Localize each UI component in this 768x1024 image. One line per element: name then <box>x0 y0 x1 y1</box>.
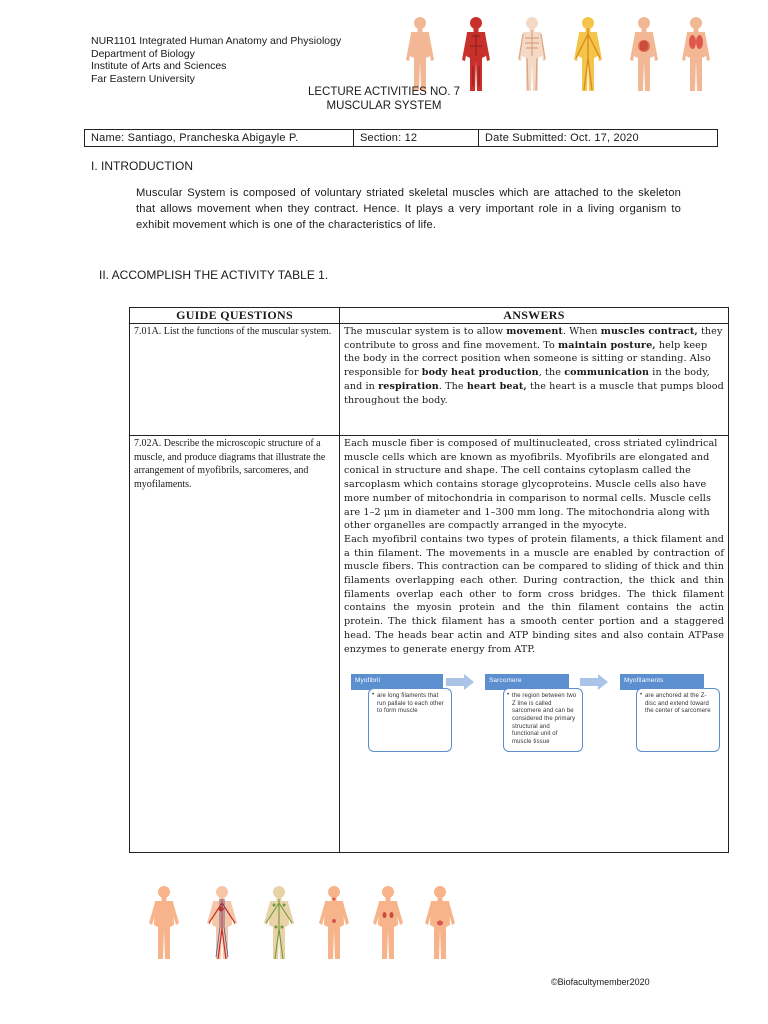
answer-7-02a-paragraph-2: Each myofibril contains two types of protein filaments, a thick filament and a thin filament. The movements in a muscle are enabled by contraction of muscle fibers. This contraction can be compared to sliding of thick and thin filaments overlapping each other. During contraction, the thick and thin filaments overlap each other to form cross bridges. The thick filament contains the myosin protein and the thin filament contains the actin protein. The thick filament has a smooth center portion and a staggered head. The heads bear actin and ATP binding sites and also contain ATPase enzymes to generate energy from ATP. <box>344 533 724 655</box>
department: Department of Biology <box>91 47 195 60</box>
answer-7-02a <box>340 436 729 853</box>
diagram-myofibril-title: Myofibril <box>351 674 443 690</box>
activity-number: LECTURE ACTIVITIES NO. 7 <box>307 86 461 98</box>
arrow-right-icon <box>580 674 610 690</box>
answers-header: ANSWERS <box>340 308 729 324</box>
diagram-myofilaments-text: are anchored at the Z-disc and extend toward the center of sarcomere <box>645 693 711 715</box>
muscular-figure <box>462 17 490 91</box>
question-7-01a: 7.01A. List the functions of the muscular system. <box>130 324 340 436</box>
urinary-figure <box>373 886 403 959</box>
diagram-sarcomere-text: the region between two Z line is called sarcomere and can be considered the primary structural and functional unit of muscle tissue <box>512 693 577 745</box>
digestive-figure <box>630 17 658 91</box>
activity-table <box>129 307 729 853</box>
student-section: Section: 12 <box>354 130 479 147</box>
bullet-icon: • <box>507 692 510 699</box>
question-7-02a: 7.02A. Describe the microscopic structure of a muscle, and produce diagrams that illustrate the arrangement of myofibrils, sarcomeres, and myofilaments. <box>130 436 340 853</box>
course-header <box>91 35 341 85</box>
introduction-heading: I. INTRODUCTION <box>91 159 193 173</box>
course-title: NUR1101 Integrated Human Anatomy and Physiology <box>91 35 342 47</box>
diagram-myofibril-box <box>368 688 452 752</box>
diagram-myofilaments-box <box>636 688 720 752</box>
skeletal-figure <box>518 17 546 91</box>
muscle-structure-diagram <box>348 674 728 762</box>
student-info-table <box>84 129 718 147</box>
body-systems-figures-top <box>398 14 718 94</box>
date-submitted: Date Submitted: Oct. 17, 2020 <box>479 130 718 147</box>
bullet-icon: • <box>640 692 643 699</box>
body-systems-figures-bottom <box>142 884 464 960</box>
introduction-paragraph: Muscular System is composed of voluntary striated skeletal muscles which are attached to the skeleton that allows movement when they contract. Hence. It plays a very important role in a living organism to exhibit movement which is one of the characteristics of life. <box>136 187 681 231</box>
diagram-myofilaments-title: Myofilaments <box>620 674 704 690</box>
diagram-myofibril-text: are long filaments that run pallale to each other to form muscle <box>377 693 444 715</box>
guide-questions-header: GUIDE QUESTIONS <box>130 308 340 324</box>
diagram-sarcomere-title: Sarcomere <box>485 674 569 690</box>
endocrine-figure <box>319 886 349 959</box>
subject: MUSCULAR SYSTEM <box>326 100 442 112</box>
nervous-figure <box>574 17 602 91</box>
diagram-sarcomere-box <box>503 688 583 752</box>
answer-7-01a: The muscular system is to allow movement. When muscles contract, they contribute to gross and fine movement. To maintain posture, help keep the body in the correct position when someone is sitting or standing. Also responsible for body heat production, the communication in the body, and in respiration. The heart beat, the heart is a muscle that pumps blood throughout the body. <box>340 324 729 436</box>
institute: Institute of Arts and Sciences <box>91 60 227 72</box>
bullet-icon: • <box>372 692 375 699</box>
lymphatic-figure <box>264 886 294 959</box>
activity-heading: II. ACCOMPLISH THE ACTIVITY TABLE 1. <box>99 268 329 282</box>
body-outline-figure <box>406 17 434 91</box>
student-name: Name: Santiago, Prancheska Abigayle P. <box>85 130 354 147</box>
respiratory-figure <box>682 17 710 91</box>
document-title <box>0 85 768 113</box>
answer-7-02a-paragraph-1: Each muscle fiber is composed of multinucleated, cross striated cylindrical muscle cells which are known as myofibrils. Myofibrils are elongated and conical in structure and shape. The cell contains cytoplasm called the sarcoplasm which contains storage glycoproteins. Muscle cells also have more number of mitochondria in comparison to normal cells. Muscle cells are 1–2 μm in diameter and 1–300 mm long. The mitochondria along with other organelles are compactly arranged in the myocyte. <box>344 438 718 532</box>
reproductive-figure <box>425 886 455 959</box>
arrow-right-icon <box>446 674 476 690</box>
circulatory-figure <box>207 886 237 959</box>
university: Far Eastern University <box>91 72 195 85</box>
copyright-notice: ©Biofacultymember2020 <box>551 977 650 987</box>
body-outline-figure <box>149 886 179 959</box>
